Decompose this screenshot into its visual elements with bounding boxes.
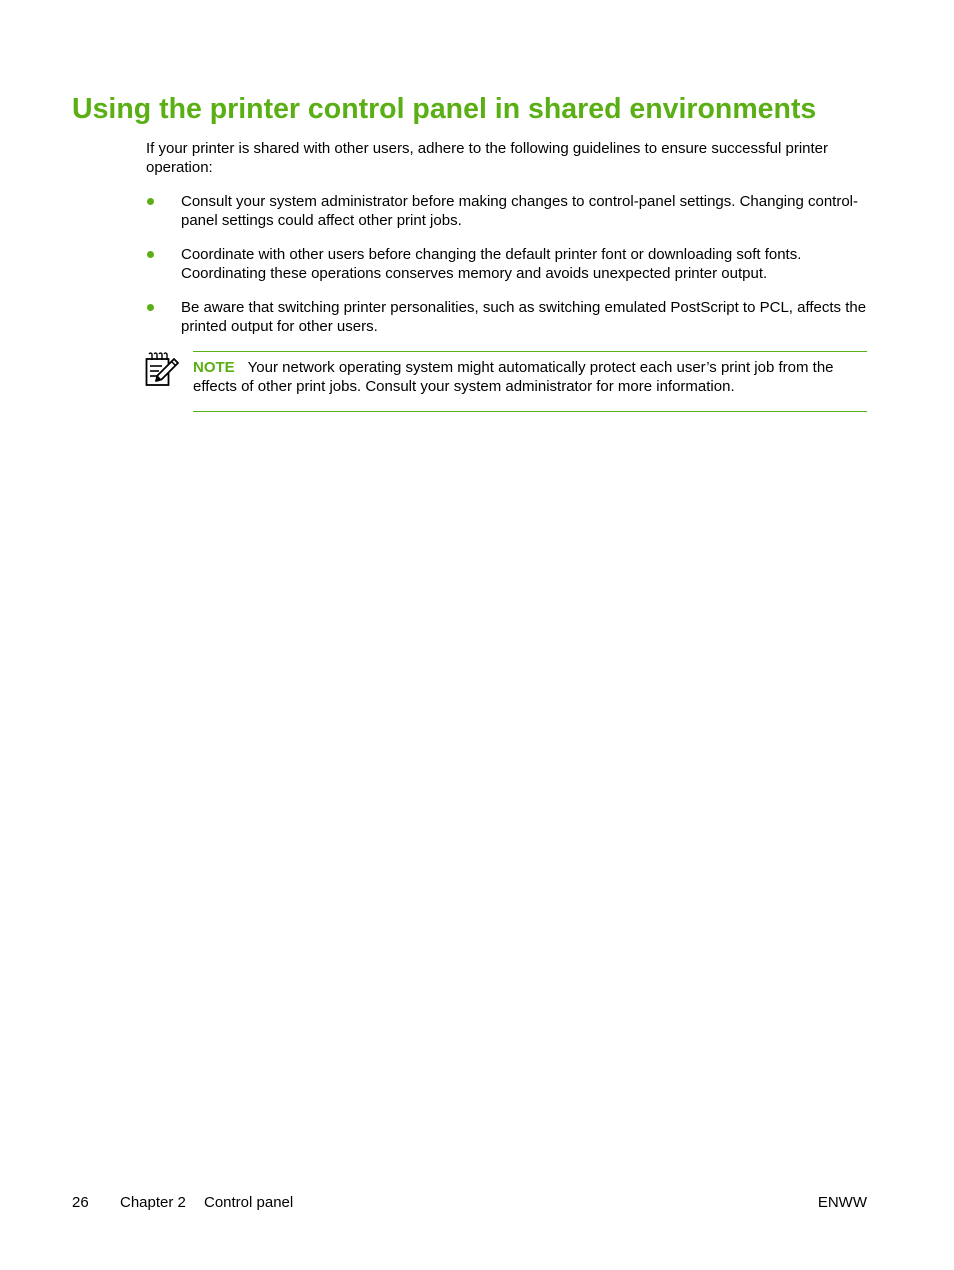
list-item-text: Coordinate with other users before changing the default printer font or downloading soft fonts. Coordinating these operations conserves memory and avoids unexpected printer output.: [181, 246, 802, 282]
list-item: [146, 192, 870, 230]
intro-paragraph: If your printer is shared with other users, adhere to the following guidelines to ensure successful printer operation:: [146, 140, 829, 176]
list-item: [146, 298, 870, 336]
list-item-text: Consult your system administrator before making changes to control-panel settings. Changing control-panel settings could affect other print jobs.: [181, 193, 859, 229]
bullet-icon: [147, 198, 154, 205]
list-item-text: Be aware that switching printer personalities, such as switching emulated PostScript to PCL, affects the printed output for other users.: [181, 299, 867, 335]
list-item: [146, 245, 870, 283]
footer-page-number: 26: [72, 1194, 89, 1211]
guideline-list: [146, 192, 870, 351]
bullet-icon: [147, 304, 154, 311]
footer-chapter: Chapter 2: [120, 1194, 186, 1211]
note-pencil-icon: [144, 352, 180, 388]
footer-edition-code: ENWW: [817, 1194, 867, 1211]
note-label: NOTE: [193, 359, 235, 376]
note-box: [193, 351, 867, 412]
footer-section: Control panel: [204, 1194, 294, 1211]
bullet-icon: [147, 251, 154, 258]
note-text: Your network operating system might automatically protect each user’s print job from the effects of other print jobs. Consult your system administrator for more information.: [193, 359, 834, 395]
page-title: Using the printer control panel in shared environments: [72, 93, 817, 125]
